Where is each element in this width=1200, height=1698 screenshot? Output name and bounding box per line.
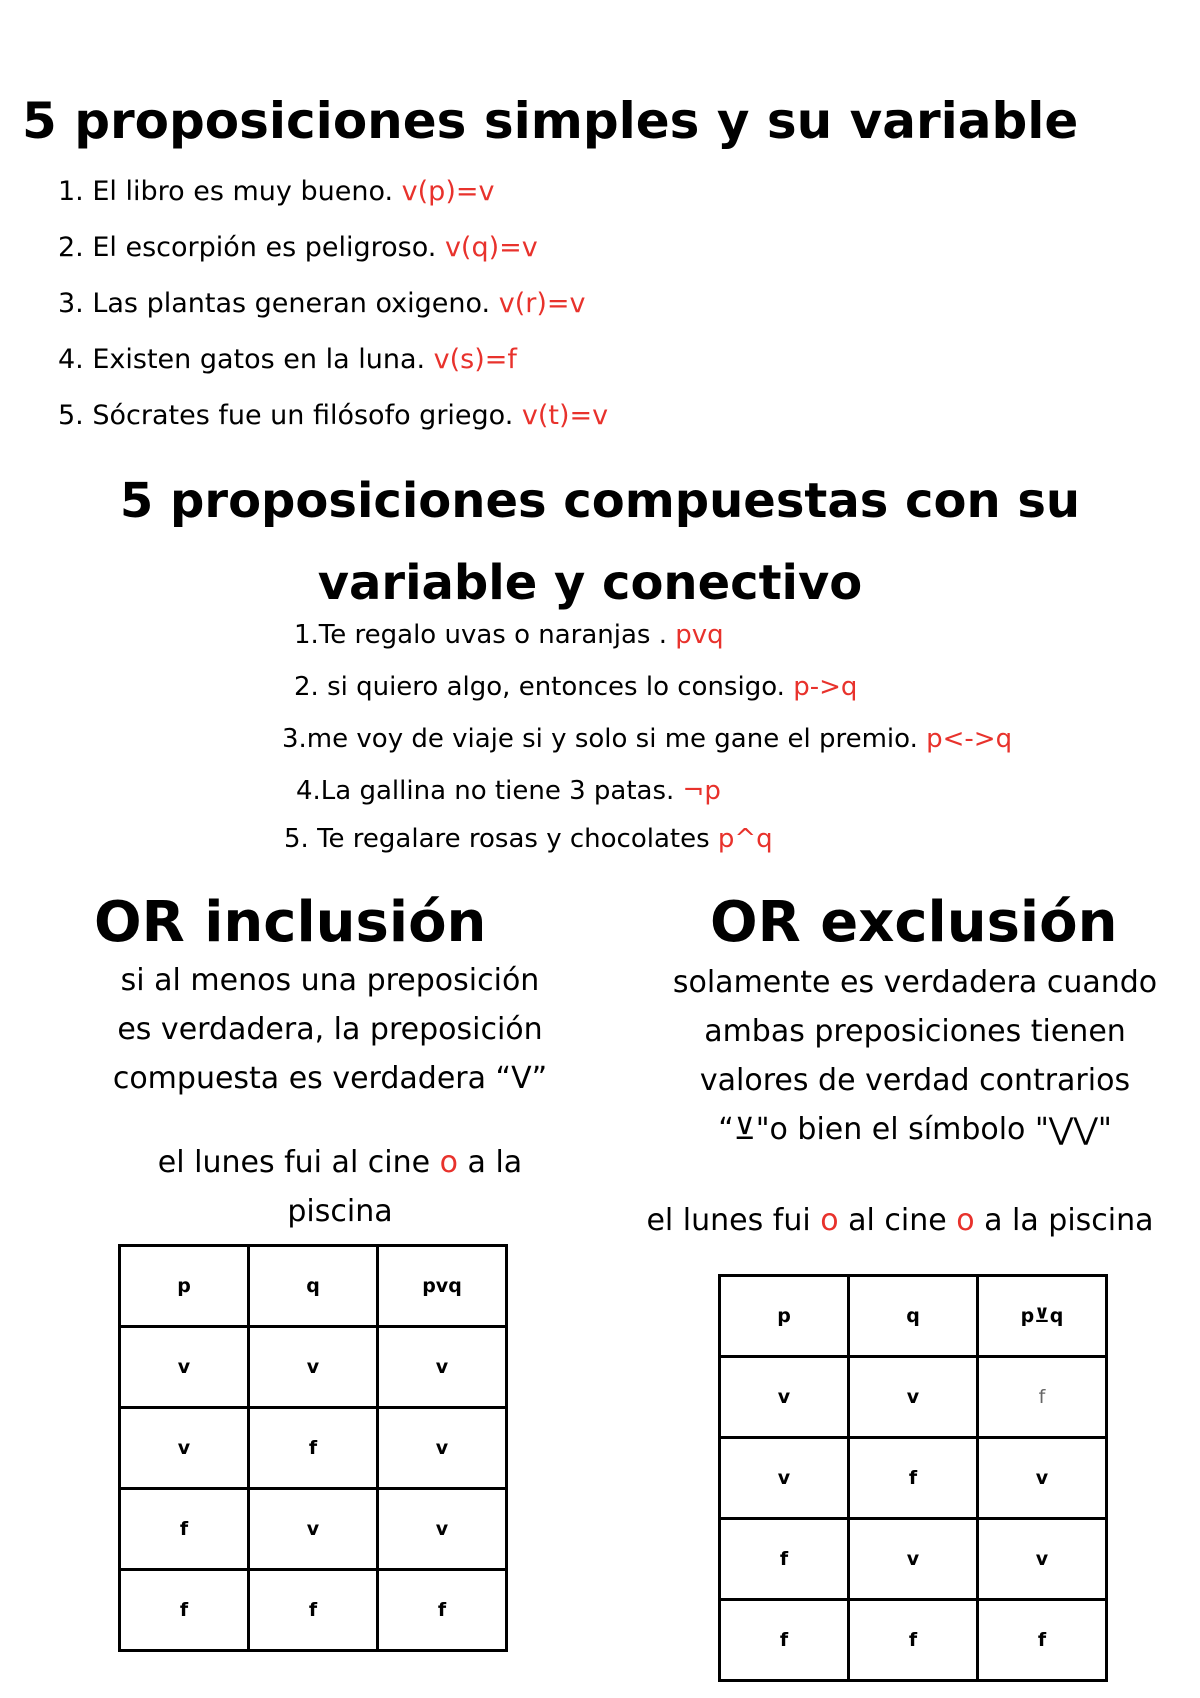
table-cell: f [849,1438,978,1519]
table-header-cell: q [249,1246,378,1327]
or-inclusion-example [80,1138,600,1236]
table-cell: v [720,1438,849,1519]
or-inclusion-title: OR inclusión [94,890,487,955]
item-text: 1. El libro es muy bueno. [58,176,402,207]
item-text: 5. Te regalare rosas y chocolates [284,824,718,854]
list-item [284,824,773,854]
list-item [282,724,1012,754]
table-row [120,1570,507,1651]
table-row [120,1327,507,1408]
example-text: el lunes fui al cine [157,1145,440,1180]
item-text: 5. Sócrates fue un filósofo griego. [58,400,522,431]
table-header-row [720,1276,1107,1357]
table-cell: f [978,1600,1107,1681]
table-cell: v [720,1357,849,1438]
item-text: 3. Las plantas generan oxigeno. [58,288,499,319]
example-text: al cine [838,1203,957,1238]
desc-line: es verdadera, la preposición [117,1012,543,1047]
compound-title-line1: 5 proposiciones compuestas con su [119,473,1081,529]
example-text: a la [458,1145,523,1180]
table-cell: f [720,1519,849,1600]
table-row [120,1489,507,1570]
table-header-cell: pvq [378,1246,507,1327]
item-text: 4.La gallina no tiene 3 patas. [296,776,683,806]
table-cell: v [978,1519,1107,1600]
item-variable: p<->q [926,724,1013,754]
list-item [296,776,721,806]
table-cell: f [120,1489,249,1570]
table-cell: v [249,1327,378,1408]
table-cell: f [249,1408,378,1489]
table-cell: f [978,1357,1107,1438]
table-cell: f [249,1570,378,1651]
table-cell: v [120,1327,249,1408]
desc-line: compuesta es verdadera “V” [112,1061,548,1096]
table-row [720,1357,1107,1438]
list-item [58,288,585,319]
item-variable: p->q [793,672,858,702]
list-item [294,620,724,650]
example-text: el lunes fui [646,1203,821,1238]
item-variable: p^q [717,824,773,854]
table-header-cell: p⊻q [978,1276,1107,1357]
table-cell: v [120,1408,249,1489]
table-cell: v [978,1438,1107,1519]
item-variable: v(s)=f [433,344,517,375]
item-variable: v(t)=v [521,400,609,431]
list-item [58,176,494,207]
list-item [58,232,538,263]
table-cell: f [120,1570,249,1651]
item-text: 2. si quiero algo, entonces lo consigo. [294,672,794,702]
list-item [58,344,517,375]
desc-line: “⊻"o bien el símbolo "⋁⋁" [718,1112,1112,1147]
table-cell: v [378,1408,507,1489]
simple-title: 5 proposiciones simples y su variable [22,92,1079,150]
table-cell: v [249,1489,378,1570]
or-exclusion-title: OR exclusión [710,890,1118,955]
example-text: a la piscina [974,1203,1154,1238]
compound-title-line2: variable y conectivo [317,555,863,611]
item-text: 3.me voy de viaje si y solo si me gane el premio. [282,724,927,754]
connective-highlight: o [956,1203,975,1238]
table-row [720,1438,1107,1519]
example-line [80,1138,600,1187]
table-row [720,1600,1107,1681]
truth-table-inclusion [118,1244,508,1652]
table-header-cell: p [720,1276,849,1357]
connective-highlight: o [439,1145,459,1180]
desc-line: valores de verdad contrarios [699,1063,1131,1098]
item-text: 4. Existen gatos en la luna. [58,344,434,375]
truth-table-exclusion [718,1274,1108,1682]
table-row [120,1408,507,1489]
item-variable: pvq [675,620,724,650]
table-cell: v [378,1327,507,1408]
desc-line: solamente es verdadera cuando [672,965,1158,1000]
item-text: 2. El escorpión es peligroso. [58,232,445,263]
table-cell: v [378,1489,507,1570]
item-variable: v(r)=v [498,288,586,319]
table-header-cell: p [120,1246,249,1327]
table-cell: v [849,1357,978,1438]
table-cell: v [849,1519,978,1600]
item-variable: v(p)=v [401,176,495,207]
table-row [720,1519,1107,1600]
table-cell: f [849,1600,978,1681]
or-exclusion-description [630,958,1200,1154]
item-variable: v(q)=v [444,232,538,263]
table-header-cell: q [849,1276,978,1357]
example-line: piscina [287,1194,393,1229]
table-header-row [120,1246,507,1327]
table-cell: f [720,1600,849,1681]
list-item [294,672,857,702]
list-item [58,400,608,431]
or-inclusion-description [60,956,600,1103]
item-text: 1.Te regalo uvas o naranjas . [294,620,676,650]
desc-line: ambas preposiciones tienen [704,1014,1126,1049]
desc-line: si al menos una preposición [120,963,540,998]
connective-highlight: o [820,1203,839,1238]
table-cell: f [378,1570,507,1651]
or-exclusion-example [600,1196,1200,1245]
item-variable: ¬p [682,776,721,806]
